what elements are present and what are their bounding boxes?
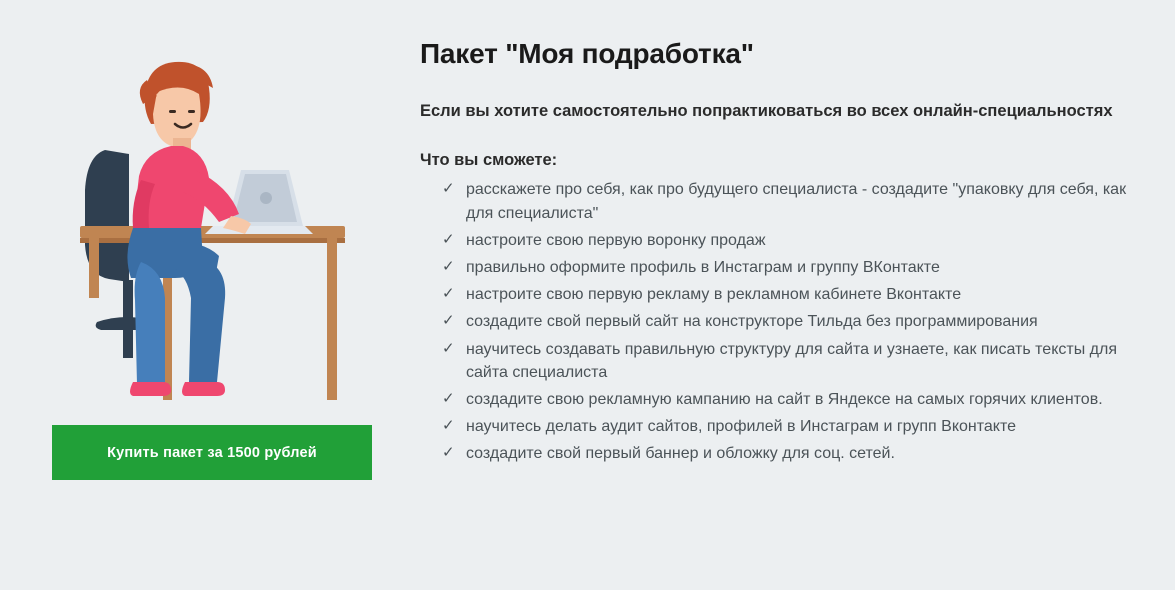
list-item-label: настроите свою первую воронку продаж — [466, 231, 766, 249]
list-item-label: создадите свой первый сайт на конструкторе Тильда без программирования — [466, 313, 1038, 331]
check-icon: ✓ — [442, 230, 455, 248]
check-icon: ✓ — [442, 444, 455, 462]
list-item — [442, 178, 1135, 225]
list-item — [442, 338, 1135, 385]
list-item — [442, 229, 1135, 253]
illustration-svg — [45, 30, 375, 410]
left-column — [0, 0, 420, 590]
check-icon: ✓ — [442, 180, 455, 198]
check-icon: ✓ — [442, 417, 455, 435]
page-title: Пакет "Моя подработка" — [420, 38, 754, 69]
list-item — [442, 256, 1135, 280]
right-column — [420, 0, 1175, 590]
check-icon: ✓ — [442, 312, 455, 330]
list-item-label: создадите свою рекламную кампанию на сайт в Яндексе на самых горячих клиентов. — [466, 390, 1103, 408]
check-icon: ✓ — [442, 285, 455, 303]
subtitle-text: Если вы хотите самостоятельно попрактиковаться во всех онлайн-специальностях — [420, 102, 1113, 120]
list-item — [442, 415, 1135, 439]
check-icon: ✓ — [442, 339, 455, 357]
list-item — [442, 283, 1135, 307]
list-item — [442, 388, 1135, 412]
list-item-label: научитесь делать аудит сайтов, профилей в Инстаграм и групп Вконтакте — [466, 418, 1017, 436]
check-icon: ✓ — [442, 257, 455, 275]
benefits-list — [420, 178, 1135, 466]
buy-package-button[interactable]: Купить пакет за 1500 рублей — [52, 425, 372, 480]
list-item-label: настроите свою первую рекламу в рекламном кабинете Вконтакте — [466, 286, 962, 304]
check-icon: ✓ — [442, 389, 455, 407]
woman-at-desk-illustration — [45, 30, 375, 410]
benefits-heading: Что вы сможете: — [420, 151, 558, 170]
list-item-label: научитесь создавать правильную структуру для сайта и узнаете, как писать тексты для сайта специалиста — [466, 340, 1117, 381]
list-item — [442, 442, 1135, 466]
list-item-label: расскажете про себя, как про будущего специалиста - создадите "упаковку для себя, как для специалиста" — [466, 181, 1127, 222]
list-item — [442, 310, 1135, 334]
list-item-label: правильно оформите профиль в Инстаграм и группу ВКонтакте — [466, 258, 940, 276]
list-item-label: создадите свой первый баннер и обложку для соц. сетей. — [466, 445, 895, 463]
